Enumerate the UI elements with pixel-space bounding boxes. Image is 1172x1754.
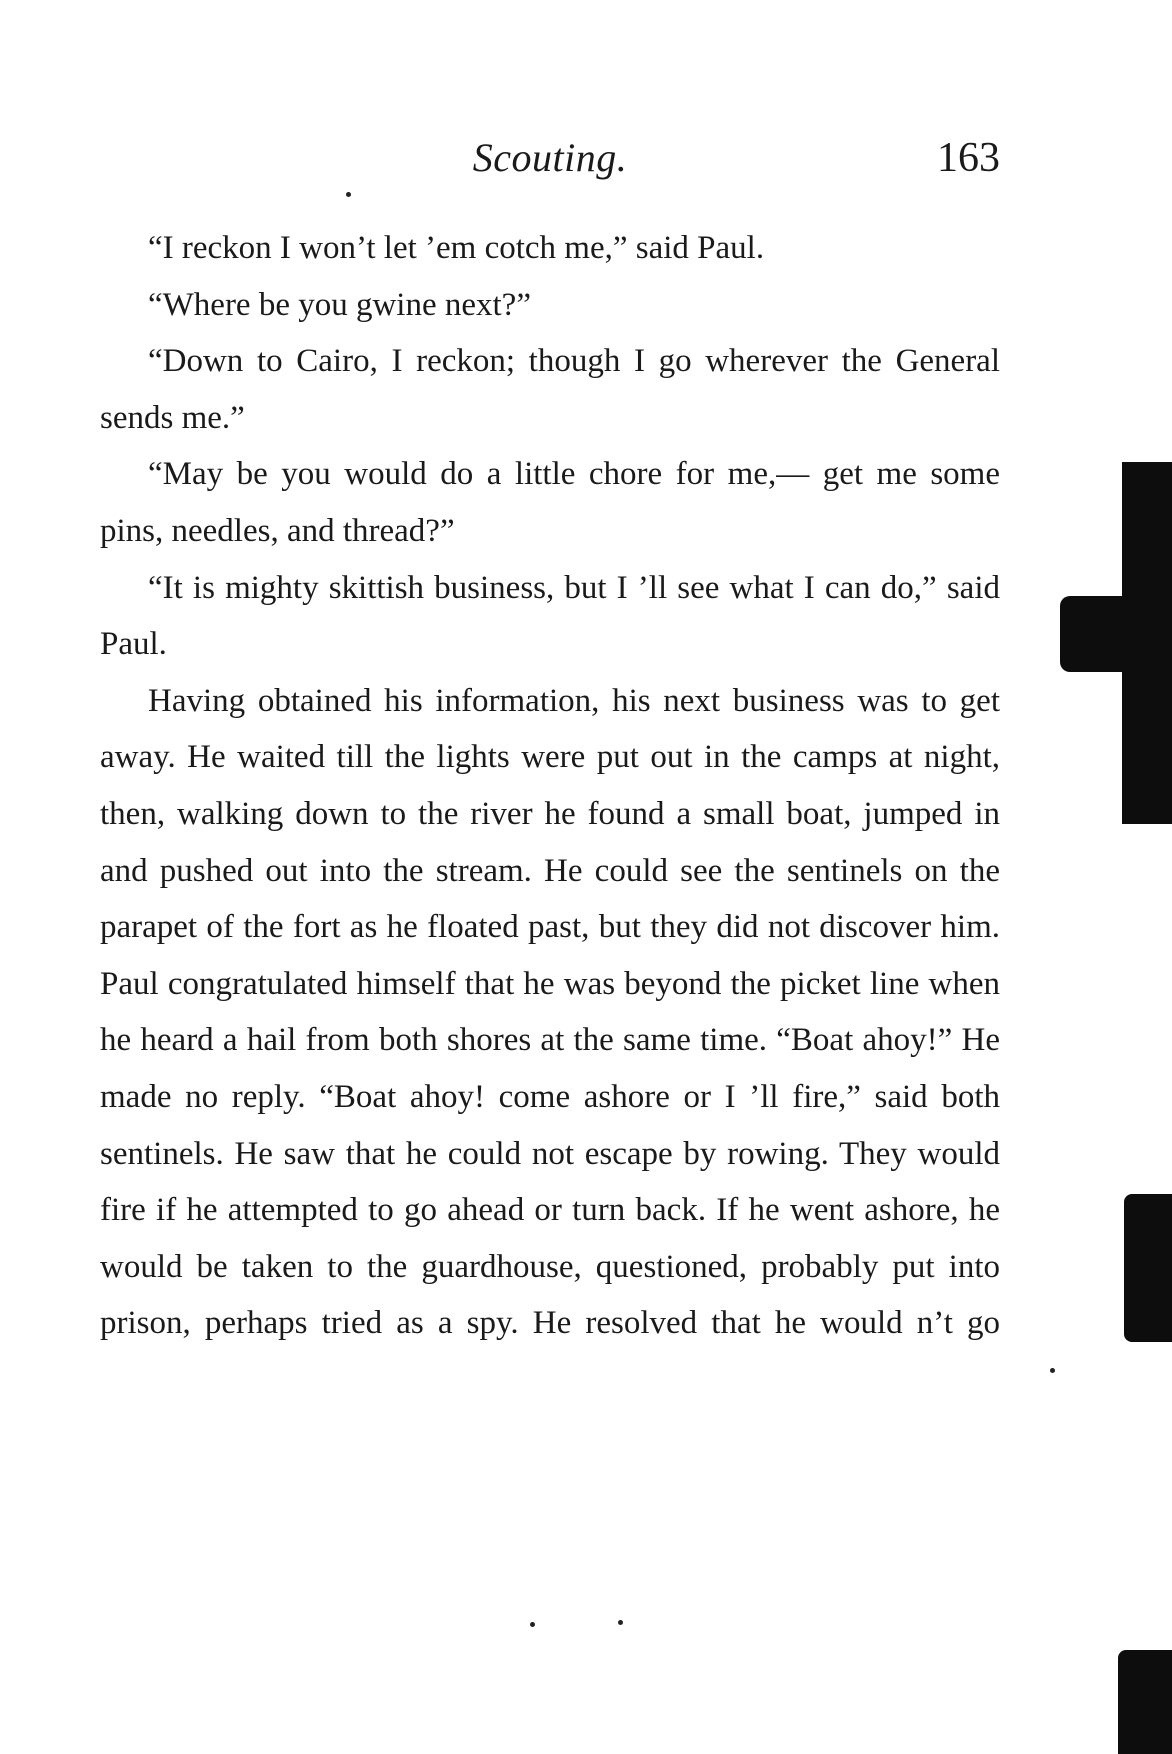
- running-head: [100, 128, 1000, 188]
- scan-speck: [1050, 1368, 1055, 1373]
- paragraph: “Down to Cairo, I reckon; though I go wherever the General sends me.”: [100, 343, 1000, 436]
- body-text: [100, 220, 1000, 1352]
- page-number: 163: [937, 135, 1000, 181]
- running-title: Scouting.: [472, 135, 628, 180]
- scan-speck: [346, 192, 351, 197]
- margin-bleed-mark: [1118, 1650, 1172, 1754]
- paragraph: “May be you would do a little chore for me,— get me some pins, needles, and thread?”: [100, 456, 1000, 549]
- margin-bleed-mark: [1124, 1194, 1172, 1342]
- paragraph: “I reckon I won’t let ’em cotch me,” said Paul.: [148, 230, 765, 266]
- paragraph: Having obtained his information, his next business was to get away. He waited till the lights were put out in the camps at night, then, walking down to the river he found a small boat, jumped in and pushed out into the stream. He could see the sentinels on the parapet of the fort as he floated past, but they did not discover him. Paul congratulated himself that he was beyond the picket line when he heard a hail from both shores at the same time. “Boat ahoy!” He made no reply. “Boat ahoy! come ashore or I ’ll fire,” said both sentinels. He saw that he could not escape by rowing. They would fire if he attempted to go ahead or turn back. If he went ashore, he would be taken to the guardhouse, questioned, probably put into prison, perhaps tried as a spy. He resolved that he would n’t go: [100, 682, 1000, 1342]
- margin-bleed-mark: [1060, 596, 1130, 672]
- scan-speck: [530, 1622, 535, 1627]
- scan-speck: [618, 1620, 623, 1625]
- paragraph: “Where be you gwine next?”: [148, 286, 531, 323]
- paragraph: “It is mighty skittish business, but I ’ll see what I can do,” said Paul.: [100, 569, 1000, 663]
